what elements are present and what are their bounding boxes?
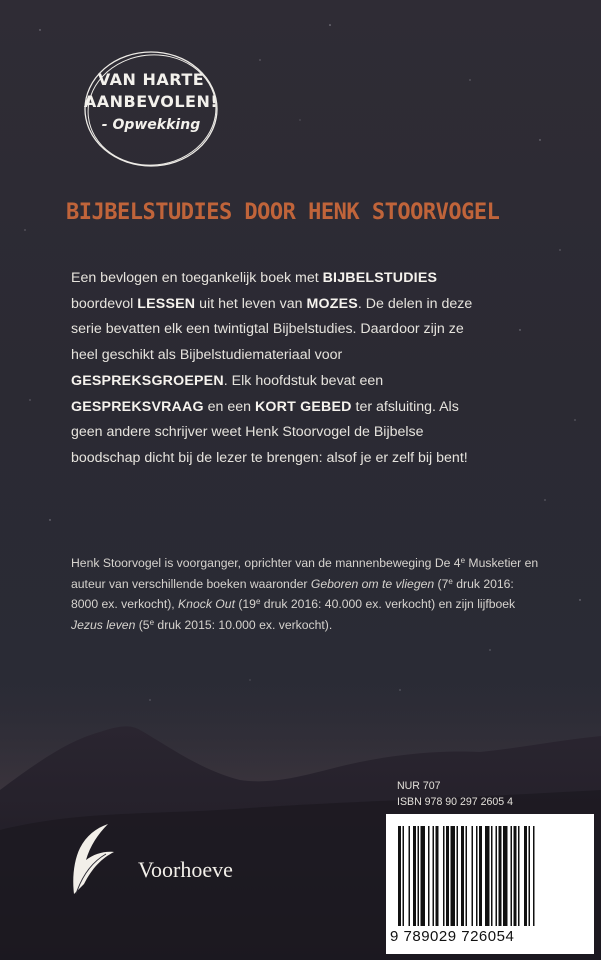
barcode-number: 9 789029 726054 <box>390 928 515 945</box>
blurb-text: Een bevlogen en toegankelijk boek met <box>71 270 323 286</box>
publisher-name: Voorhoeve <box>138 857 233 882</box>
blurb-emphasis: GESPREKSVRAAG <box>71 398 204 415</box>
blurb-text: uit het leven van <box>195 295 307 312</box>
recommendation-badge <box>76 46 226 176</box>
blurb-text: en een <box>203 398 255 415</box>
bio-text: Musketier en auteur van verschillende boeken waaronder <box>71 556 539 591</box>
barcode <box>386 814 594 954</box>
bio-text: Henk Stoorvogel is voorganger, oprichter van de mannenbeweging De 4 <box>71 556 461 570</box>
bio-superscript: e <box>448 576 453 586</box>
bio-text: (19 <box>234 597 256 611</box>
bio-text: (7 <box>434 576 449 591</box>
badge-line-2: AANBEVOLEN! <box>83 92 219 111</box>
badge-source: - Opwekking <box>101 117 201 133</box>
nur-code: NUR 707 <box>397 780 441 792</box>
bio-text: (5 <box>135 617 150 632</box>
bio-book-title: Jezus leven <box>71 617 136 632</box>
bio-text: druk 2016: 8000 ex. verkocht), <box>71 576 514 611</box>
hand-drawn-circle <box>76 46 226 176</box>
blurb-text: . Elk hoofdstuk bevat een <box>223 372 384 389</box>
blurb-text: ter afsluiting. Als geen andere schrijver weet Henk Stoorvogel de Bijbelse boodschap dicht bij de lezer te brengen: alsof je er zelf bij bent! <box>71 398 468 466</box>
bio-text: druk 2015: 10.000 ex. verkocht). <box>154 617 333 632</box>
series-title: BIJBELSTUDIES DOOR HENK STOORVOGEL <box>66 200 500 225</box>
author-bio <box>71 553 541 635</box>
blurb-emphasis: KORT GEBED <box>254 398 352 415</box>
bio-book-title: Knock Out <box>178 597 235 611</box>
bio-text: druk 2016: 40.000 ex. verkocht) en zijn lijfboek <box>260 597 516 611</box>
bio-superscript: e <box>149 617 155 627</box>
isbn-code: ISBN 978 90 297 2605 4 <box>397 796 514 808</box>
blurb-text: . De delen in deze serie bevatten elk een twintigtal Bijbelstudies. Daardoor zijn ze heel geschikt als Bijbelstudiemateriaal voor <box>71 295 473 364</box>
blurb-emphasis: GESPREKSGROEPEN <box>71 372 224 389</box>
bio-book-title: Geboren om te vliegen <box>310 576 435 591</box>
blurb-emphasis: BIJBELSTUDIES <box>322 270 438 286</box>
bio-superscript: e <box>255 597 261 606</box>
bio-superscript: e <box>460 556 466 565</box>
badge-line-1: VAN HARTE <box>97 70 205 89</box>
blurb-paragraph <box>71 266 491 472</box>
blurb-emphasis: MOZES <box>306 295 358 312</box>
blurb-text: boordevol <box>71 295 138 312</box>
barcode-bars <box>398 826 582 926</box>
publisher-feather-icon <box>68 818 128 898</box>
blurb-emphasis: LESSEN <box>137 295 196 312</box>
